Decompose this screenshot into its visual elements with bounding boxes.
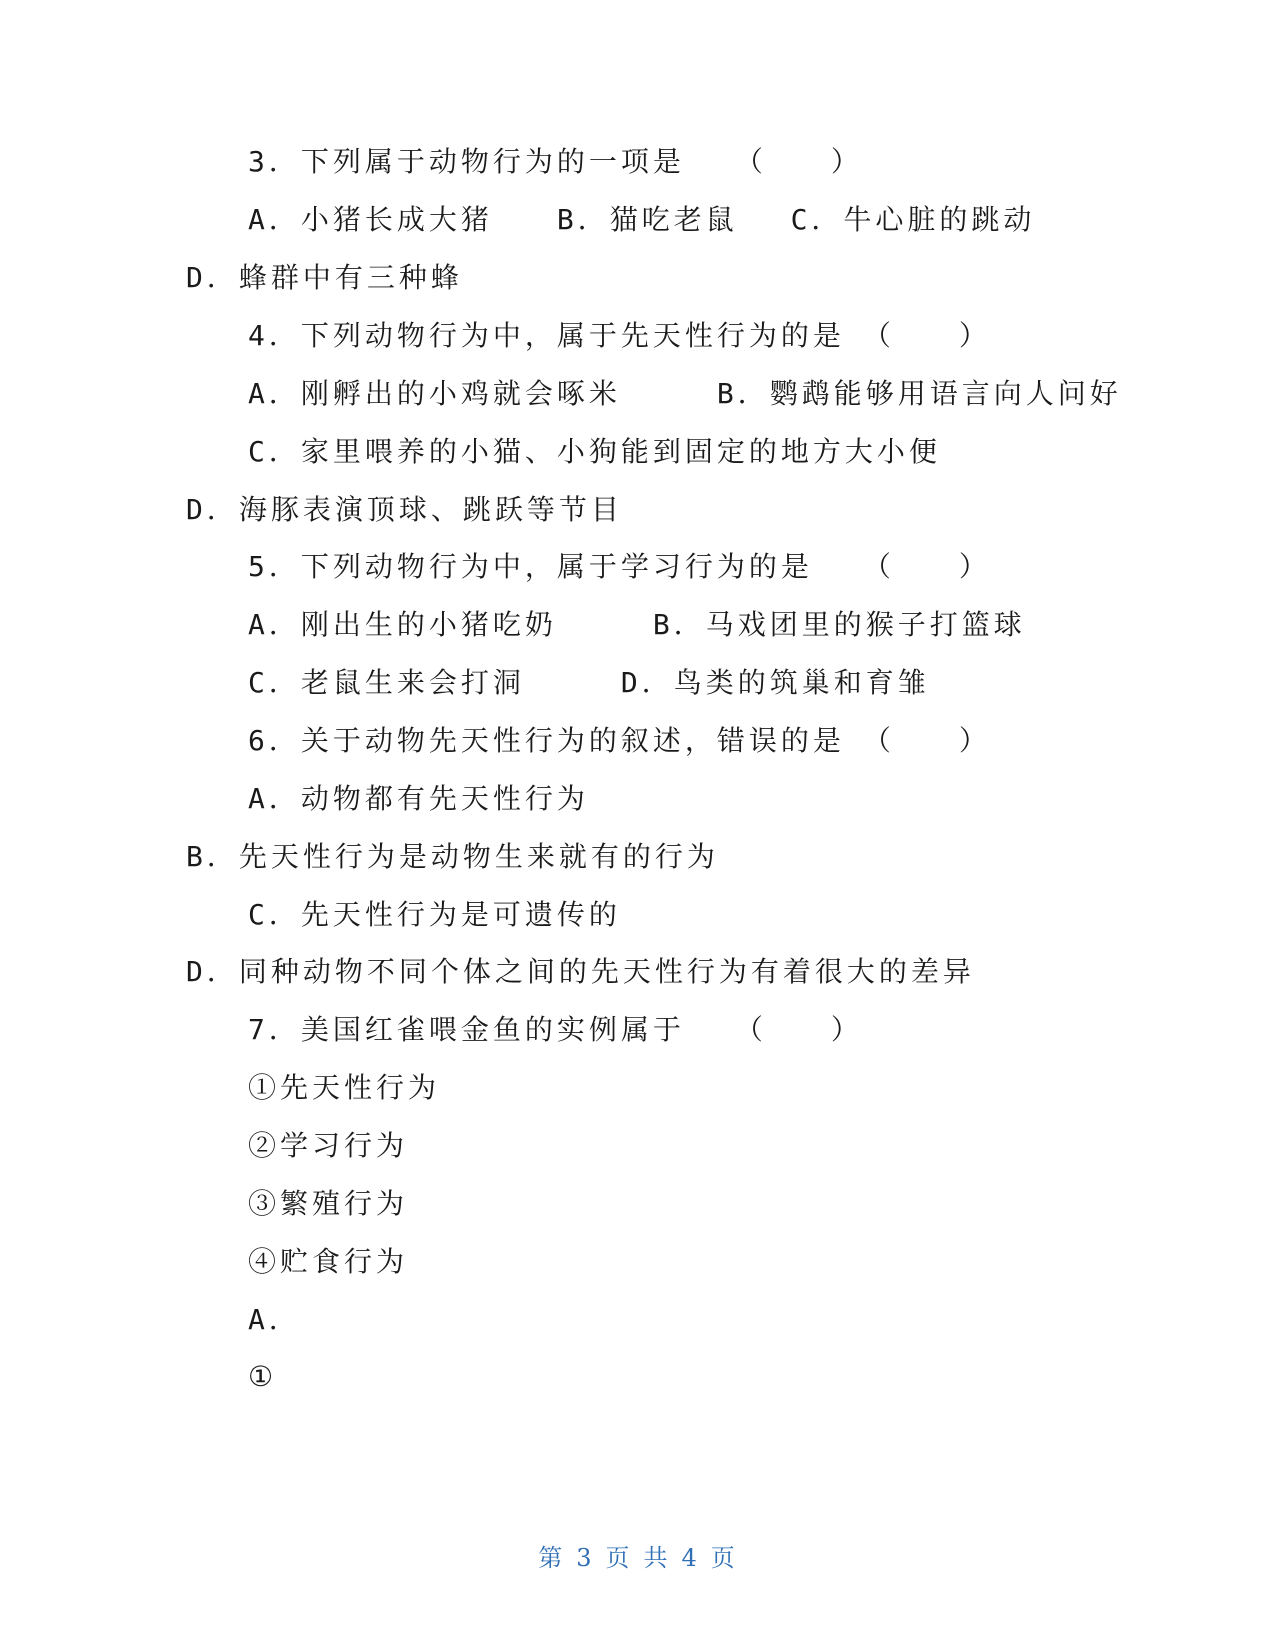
question-6-option-a: A．动物都有先天性行为 (248, 782, 589, 815)
page-footer (0, 1538, 1275, 1573)
question-6-option-b: B．先天性行为是动物生来就有的行为 (186, 840, 719, 873)
question-4-stem: 4．下列动物行为中，属于先天性行为的是 （ ） (248, 319, 991, 352)
question-7-item-3: ③繁殖行为 (248, 1187, 409, 1220)
footer-total-word: 共 (643, 1544, 670, 1572)
question-4-option-c: C．家里喂养的小猫、小狗能到固定的地方大小便 (248, 435, 941, 468)
footer-prefix: 第 (538, 1544, 565, 1572)
question-5-stem: 5．下列动物行为中，属于学习行为的是 （ ） (248, 550, 991, 583)
footer-page-word: 页 (605, 1544, 632, 1572)
footer-page-number: 3 (576, 1544, 594, 1572)
question-7-option-a: A． (248, 1303, 301, 1336)
question-6-option-c: C．先天性行为是可遗传的 (248, 898, 621, 931)
question-6-option-d: D．同种动物不同个体之间的先天性行为有着很大的差异 (186, 955, 975, 988)
question-5-options-cd: C．老鼠生来会打洞 D．鸟类的筑巢和育雏 (248, 666, 930, 699)
question-6-stem: 6．关于动物先天性行为的叙述，错误的是 （ ） (248, 724, 991, 757)
question-7-option-a-value: ① (248, 1360, 278, 1393)
question-3-stem: 3．下列属于动物行为的一项是 （ ） (248, 145, 863, 178)
question-7-item-2: ②学习行为 (248, 1129, 409, 1162)
question-7-stem: 7．美国红雀喂金鱼的实例属于 （ ） (248, 1013, 863, 1046)
question-4-option-d: D．海豚表演顶球、跳跃等节目 (186, 493, 623, 526)
question-4-options-ab: A．刚孵出的小鸡就会啄米 B．鹦鹉能够用语言向人问好 (248, 377, 1122, 410)
question-7-item-4: ④贮食行为 (248, 1245, 409, 1278)
question-7-item-1: ①先天性行为 (248, 1071, 441, 1104)
footer-suffix: 页 (710, 1544, 737, 1572)
question-3-options-abc: A．小猪长成大猪 B．猫吃老鼠 C．牛心脏的跳动 (248, 203, 1036, 236)
footer-total-pages: 4 (681, 1544, 699, 1572)
question-5-options-ab: A．刚出生的小猪吃奶 B．马戏团里的猴子打篮球 (248, 608, 1026, 641)
question-3-option-d: D．蜂群中有三种蜂 (186, 261, 463, 294)
